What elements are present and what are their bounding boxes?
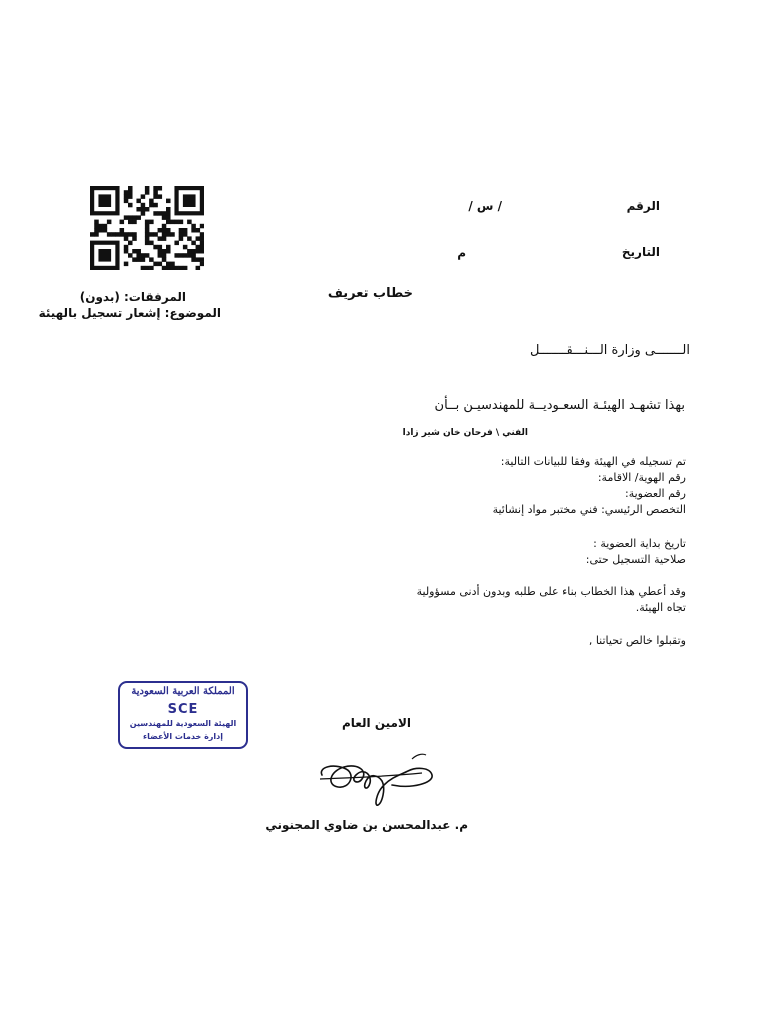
details-line: تم تسجيله في الهيئة وفقا للبيانات التالية:: [500, 455, 686, 468]
subject-line: الموضوع: إشعار تسجيل بالهيئة: [38, 306, 221, 320]
stamp-country-text: المملكة العربية السعودية: [131, 686, 235, 697]
details-line: رقم الهوية/ الاقامة:: [597, 471, 686, 484]
registration-validity: صلاحية التسجيل حتى:: [585, 553, 686, 566]
letter-title: خطاب تعريف: [327, 286, 413, 301]
official-stamp: [118, 681, 248, 749]
stamp-department-text: إدارة خدمات الأعضاء: [142, 732, 223, 741]
details-line: التخصص الرئيسي: فني مختبر مواد إنشائية: [492, 503, 686, 516]
closing-line: وتقبلوا خالص تحياتنا ,: [588, 634, 686, 647]
signatory-name: م. عبدالمحسن بن ضاوي المجنوني: [265, 818, 468, 832]
intro-line: بهذا تشهـد الهيئـة السعـوديــة للمهندسيـن بــأن: [434, 398, 685, 413]
qr-code-icon: [90, 186, 204, 270]
signatory-title: الامين العام: [341, 716, 411, 730]
person-name: الفني \ فرحان خان شير زادا: [402, 428, 528, 438]
number-label: الرقم: [626, 199, 660, 213]
stamp-logo: SCE: [167, 702, 199, 717]
signature-image: [312, 745, 438, 811]
disclaimer-line: تجاه الهيئة.: [635, 601, 686, 614]
date-label: التاريخ: [621, 245, 660, 259]
attachments-line: المرفقات: (بدون): [79, 290, 186, 304]
recipient-line: الـــــــى وزارة الـــنـــقـــــــل: [529, 343, 690, 358]
date-value: م: [457, 246, 466, 260]
disclaimer-line: وقد أعطي هذا الخطاب بناء على طلبه وبدون أدنى مسؤولية: [416, 585, 686, 598]
number-value: / س /: [468, 199, 502, 213]
stamp-authority-text: الهيئة السعودية للمهندسين: [129, 719, 237, 728]
membership-start: تاريخ بداية العضوية :: [593, 537, 686, 550]
details-line: رقم العضوية:: [625, 487, 686, 500]
